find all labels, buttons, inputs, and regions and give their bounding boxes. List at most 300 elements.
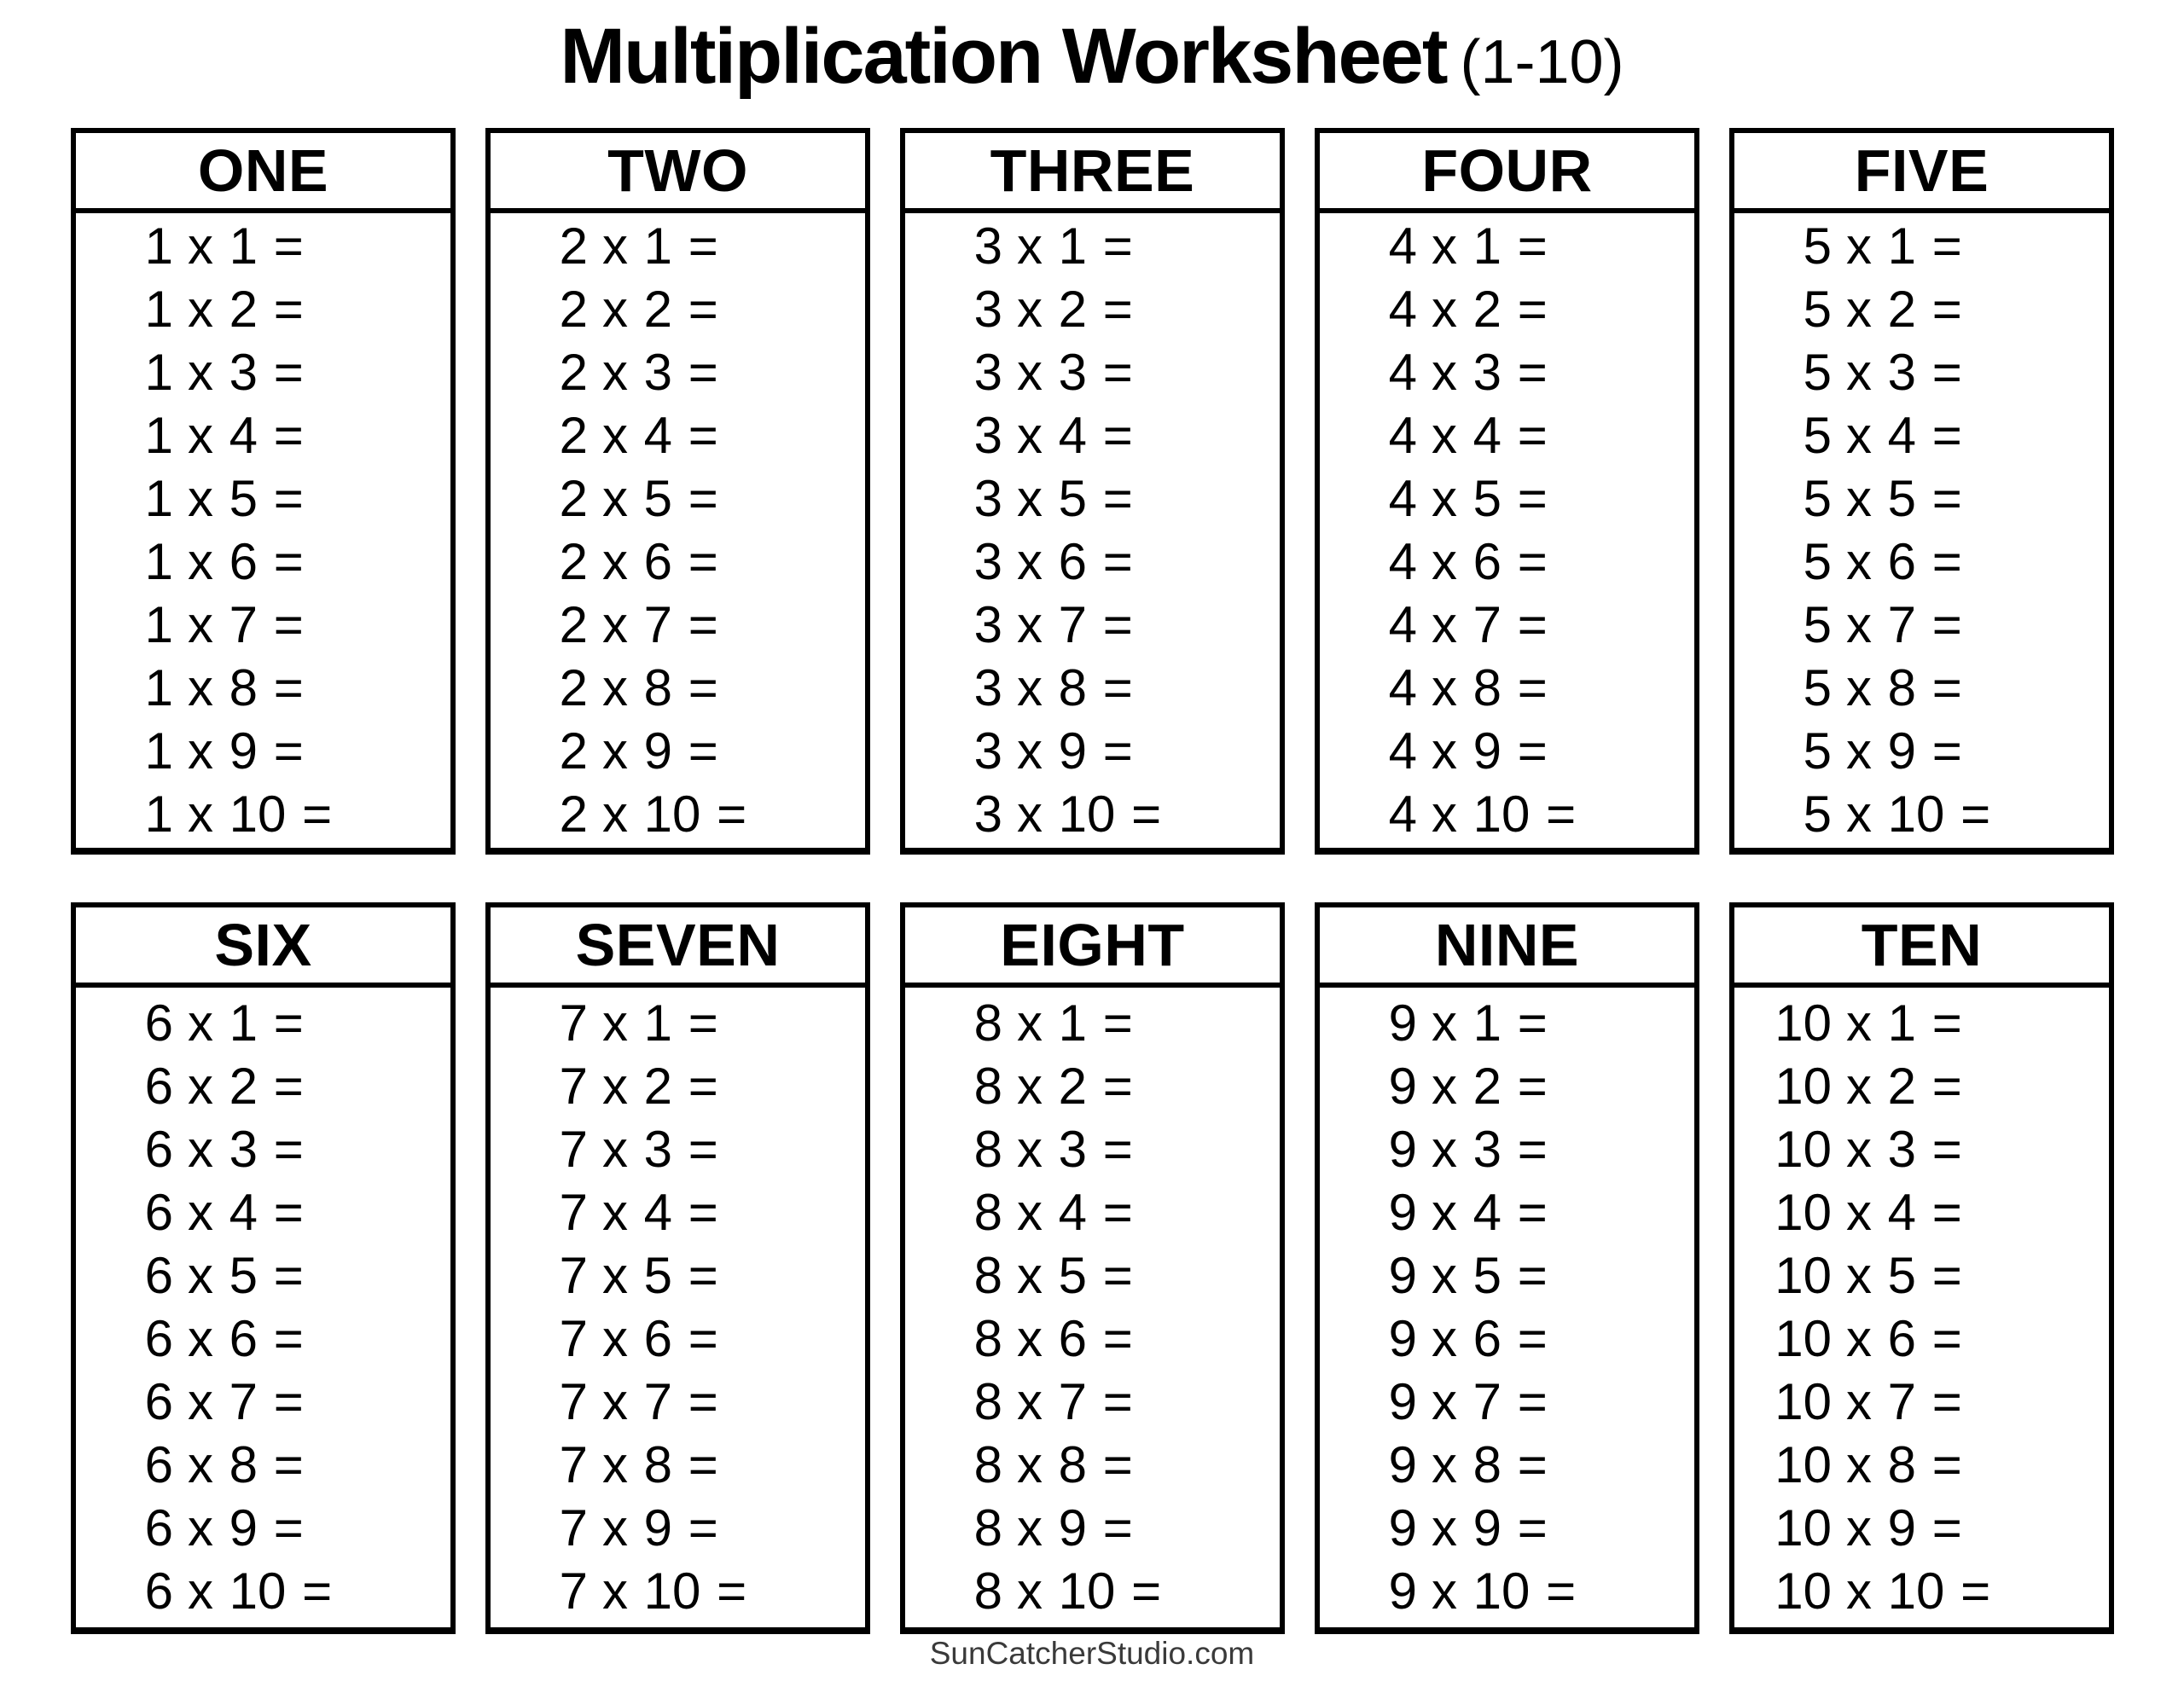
problem-expression: x 1 = (602, 217, 718, 275)
factor-value: 1 (144, 596, 173, 653)
times-table-box (1315, 902, 1699, 1634)
times-table-box (1729, 128, 2114, 855)
problem-expression: x 6 = (1432, 533, 1548, 590)
problem-row (531, 1055, 865, 1118)
problem-expression: x 9 = (188, 1499, 304, 1557)
factor-value: 8 (973, 1121, 1002, 1178)
problem-row (116, 992, 450, 1055)
times-table-header (905, 133, 1280, 213)
problem-row (531, 215, 865, 278)
factor-value: 7 (559, 1121, 588, 1178)
problem-row (1774, 1434, 2109, 1497)
problem-row (531, 657, 865, 720)
problem-expression: x 3 = (1432, 344, 1548, 401)
factor-value: 10 (1774, 1310, 1832, 1367)
problem-expression: x 5 = (1846, 1247, 1962, 1304)
problem-expression: x 3 = (1017, 344, 1133, 401)
problem-expression: x 8 = (1432, 659, 1548, 716)
factor-value: 3 (973, 407, 1002, 464)
factor-value: 7 (559, 1310, 588, 1367)
problem-row (1360, 992, 1694, 1055)
problem-expression: x 2 = (188, 281, 304, 338)
problem-expression: x 9 = (1432, 1499, 1548, 1557)
factor-value: 3 (973, 722, 1002, 780)
factor-value: 8 (973, 1562, 1002, 1620)
problem-row (531, 1560, 865, 1623)
problem-row (531, 783, 865, 846)
factor-value: 9 (1388, 1058, 1417, 1115)
problem-expression: x 4 = (1846, 407, 1962, 464)
problem-expression: x 9 = (1846, 1499, 1962, 1557)
times-table-problems (905, 213, 1280, 848)
problem-row (1360, 1181, 1694, 1244)
problem-row (945, 404, 1280, 467)
problem-row (1774, 404, 2109, 467)
problem-row (531, 404, 865, 467)
problem-expression: x 4 = (602, 1184, 718, 1241)
factor-value: 5 (1803, 596, 1832, 653)
problem-row (116, 1371, 450, 1434)
factor-value: 2 (559, 407, 588, 464)
tables-grid (71, 128, 2114, 1634)
problem-expression: x 8 = (188, 659, 304, 716)
factor-value: 3 (973, 281, 1002, 338)
factor-value: 10 (1774, 1121, 1832, 1178)
problem-expression: x 7 = (1846, 1373, 1962, 1430)
problem-expression: x 1 = (1017, 217, 1133, 275)
times-table-box (71, 902, 456, 1634)
factor-value: 2 (559, 217, 588, 275)
problem-row (1774, 530, 2109, 594)
problem-expression: x 2 = (1846, 281, 1962, 338)
factor-value: 4 (1388, 470, 1417, 527)
problem-row (945, 657, 1280, 720)
factor-value: 1 (144, 533, 173, 590)
problem-expression: x 2 = (188, 1058, 304, 1115)
problem-expression: x 9 = (1846, 722, 1962, 780)
factor-value: 1 (144, 217, 173, 275)
problem-expression: x 7 = (188, 1373, 304, 1430)
factor-value: 10 (1774, 994, 1832, 1052)
problem-row (531, 530, 865, 594)
times-table-title: NINE (1434, 912, 1580, 978)
problem-row (116, 1118, 450, 1181)
factor-value: 6 (144, 1499, 173, 1557)
factor-value: 10 (1774, 1499, 1832, 1557)
problem-expression: x 7 = (188, 596, 304, 653)
problem-expression: x 2 = (1017, 281, 1133, 338)
problem-expression: x 4 = (1017, 1184, 1133, 1241)
problem-expression: x 5 = (1432, 470, 1548, 527)
problem-row (1774, 278, 2109, 341)
factor-value: 4 (1388, 786, 1417, 843)
problem-expression: x 9 = (1432, 722, 1548, 780)
factor-value: 9 (1388, 1562, 1417, 1620)
problem-expression: x 3 = (1846, 1121, 1962, 1178)
title-range-text: (1-10) (1460, 28, 1624, 96)
factor-value: 8 (973, 1058, 1002, 1115)
problem-row (531, 992, 865, 1055)
problem-row (1774, 1118, 2109, 1181)
times-table-problems (1734, 213, 2109, 848)
factor-value: 2 (559, 470, 588, 527)
factor-value: 10 (1774, 1373, 1832, 1430)
problem-row (945, 278, 1280, 341)
problem-expression: x 7 = (1017, 1373, 1133, 1430)
problem-expression: x 3 = (602, 1121, 718, 1178)
factor-value: 8 (973, 1310, 1002, 1367)
problem-row (1360, 215, 1694, 278)
problem-expression: x 5 = (1846, 470, 1962, 527)
times-table-problems (1320, 988, 1694, 1627)
problem-row (945, 1181, 1280, 1244)
times-table-header (1320, 907, 1694, 988)
problem-expression: x 8 = (1846, 659, 1962, 716)
times-table-title: FIVE (1854, 137, 1989, 204)
problem-row (531, 1371, 865, 1434)
problem-expression: x 10 = (1017, 786, 1162, 843)
problem-expression: x 8 = (602, 659, 718, 716)
times-table-title: SIX (214, 912, 312, 978)
problem-row (945, 467, 1280, 530)
factor-value: 5 (1803, 407, 1832, 464)
problem-row (1774, 1244, 2109, 1307)
problem-expression: x 3 = (1432, 1121, 1548, 1178)
times-table-box (900, 128, 1285, 855)
problem-row (116, 1434, 450, 1497)
factor-value: 5 (1803, 659, 1832, 716)
times-table-header (1734, 133, 2109, 213)
problem-row (1774, 1307, 2109, 1371)
problem-expression: x 5 = (1432, 1247, 1548, 1304)
problem-expression: x 5 = (1017, 1247, 1133, 1304)
problem-row (945, 530, 1280, 594)
problem-expression: x 7 = (1846, 596, 1962, 653)
problem-expression: x 9 = (602, 1499, 718, 1557)
problem-expression: x 3 = (188, 344, 304, 401)
times-table-problems (1734, 988, 2109, 1627)
page-title (0, 13, 2184, 100)
problem-row (1774, 783, 2109, 846)
problem-row (1360, 467, 1694, 530)
times-table-title: SEVEN (575, 912, 781, 978)
problem-expression: x 5 = (602, 470, 718, 527)
factor-value: 3 (973, 596, 1002, 653)
problem-expression: x 7 = (1017, 596, 1133, 653)
problem-expression: x 10 = (188, 786, 333, 843)
problem-expression: x 9 = (188, 722, 304, 780)
problem-row (116, 1244, 450, 1307)
factor-value: 6 (144, 1247, 173, 1304)
factor-value: 2 (559, 596, 588, 653)
problem-expression: x 6 = (188, 533, 304, 590)
factor-value: 4 (1388, 722, 1417, 780)
factor-value: 7 (559, 1562, 588, 1620)
footer-credit: SunCatcherStudio.com (929, 1636, 1255, 1671)
problem-row (1360, 341, 1694, 404)
problem-expression: x 2 = (1846, 1058, 1962, 1115)
problem-row (1774, 215, 2109, 278)
problem-expression: x 1 = (1846, 994, 1962, 1052)
problem-expression: x 8 = (188, 1436, 304, 1493)
problem-row (945, 1118, 1280, 1181)
factor-value: 5 (1803, 217, 1832, 275)
problem-expression: x 10 = (188, 1562, 333, 1620)
problem-row (531, 1497, 865, 1560)
factor-value: 10 (1774, 1436, 1832, 1493)
factor-value: 1 (144, 470, 173, 527)
factor-value: 5 (1803, 344, 1832, 401)
problem-expression: x 6 = (1432, 1310, 1548, 1367)
problem-expression: x 2 = (602, 281, 718, 338)
problem-row (1774, 992, 2109, 1055)
problem-expression: x 6 = (1846, 533, 1962, 590)
problem-row (1774, 1497, 2109, 1560)
times-table-box (485, 128, 870, 855)
factor-value: 5 (1803, 533, 1832, 590)
problem-expression: x 6 = (1017, 533, 1133, 590)
problem-row (945, 992, 1280, 1055)
factor-value: 3 (973, 217, 1002, 275)
problem-row (1774, 594, 2109, 657)
problem-row (1360, 1055, 1694, 1118)
factor-value: 1 (144, 786, 173, 843)
factor-value: 6 (144, 1184, 173, 1241)
problem-expression: x 10 = (1846, 1562, 1991, 1620)
factor-value: 10 (1774, 1184, 1832, 1241)
factor-value: 4 (1388, 217, 1417, 275)
problem-row (945, 720, 1280, 783)
problem-expression: x 1 = (1017, 994, 1133, 1052)
factor-value: 7 (559, 1436, 588, 1493)
problem-expression: x 9 = (1017, 1499, 1133, 1557)
factor-value: 9 (1388, 1499, 1417, 1557)
problem-row (531, 1307, 865, 1371)
factor-value: 6 (144, 1562, 173, 1620)
problem-row (116, 215, 450, 278)
problem-row (1360, 657, 1694, 720)
problem-row (116, 594, 450, 657)
problem-expression: x 2 = (1432, 1058, 1548, 1115)
times-table-title: ONE (197, 137, 329, 204)
problem-row (531, 467, 865, 530)
problem-row (116, 1497, 450, 1560)
times-table-problems (491, 213, 865, 848)
problem-row (945, 594, 1280, 657)
problem-expression: x 5 = (602, 1247, 718, 1304)
problem-expression: x 7 = (1432, 1373, 1548, 1430)
problem-row (116, 1307, 450, 1371)
problem-expression: x 1 = (188, 217, 304, 275)
problem-row (1360, 1244, 1694, 1307)
problem-row (945, 1244, 1280, 1307)
problem-row (531, 1181, 865, 1244)
factor-value: 8 (973, 1499, 1002, 1557)
factor-value: 6 (144, 1373, 173, 1430)
factor-value: 6 (144, 1310, 173, 1367)
factor-value: 2 (559, 281, 588, 338)
problem-expression: x 6 = (602, 533, 718, 590)
problem-row (945, 341, 1280, 404)
factor-value: 10 (1774, 1058, 1832, 1115)
problem-expression: x 3 = (1017, 1121, 1133, 1178)
factor-value: 2 (559, 533, 588, 590)
problem-row (1774, 1371, 2109, 1434)
factor-value: 10 (1774, 1247, 1832, 1304)
problem-expression: x 10 = (1432, 786, 1577, 843)
times-table-box (900, 902, 1285, 1634)
factor-value: 1 (144, 722, 173, 780)
factor-value: 8 (973, 1436, 1002, 1493)
factor-value: 8 (973, 1184, 1002, 1241)
problem-row (531, 1244, 865, 1307)
problem-expression: x 2 = (602, 1058, 718, 1115)
problem-expression: x 1 = (188, 994, 304, 1052)
factor-value: 2 (559, 786, 588, 843)
problem-row (1360, 404, 1694, 467)
problem-expression: x 5 = (1017, 470, 1133, 527)
factor-value: 7 (559, 1499, 588, 1557)
factor-value: 3 (973, 344, 1002, 401)
times-table-header (1320, 133, 1694, 213)
problem-expression: x 10 = (1017, 1562, 1162, 1620)
problem-row (531, 1118, 865, 1181)
problem-expression: x 9 = (1017, 722, 1133, 780)
problem-row (116, 720, 450, 783)
problem-row (1360, 1118, 1694, 1181)
problem-row (1360, 594, 1694, 657)
times-table-box (71, 128, 456, 855)
problem-row (1774, 1181, 2109, 1244)
factor-value: 2 (559, 344, 588, 401)
factor-value: 4 (1388, 596, 1417, 653)
factor-value: 7 (559, 1184, 588, 1241)
problem-row (945, 1371, 1280, 1434)
factor-value: 8 (973, 994, 1002, 1052)
title-text: Multiplication Worksheet (560, 13, 1447, 100)
factor-value: 7 (559, 1058, 588, 1115)
problem-expression: x 8 = (1017, 1436, 1133, 1493)
problem-expression: x 6 = (188, 1310, 304, 1367)
problem-expression: x 7 = (1432, 596, 1548, 653)
factor-value: 4 (1388, 533, 1417, 590)
factor-value: 5 (1803, 786, 1832, 843)
problem-row (1360, 783, 1694, 846)
problem-row (116, 1560, 450, 1623)
problem-expression: x 1 = (1846, 217, 1962, 275)
factor-value: 3 (973, 533, 1002, 590)
problem-row (945, 1055, 1280, 1118)
times-table-title: EIGHT (1000, 912, 1185, 978)
times-table-header (76, 907, 450, 988)
problem-row (1360, 720, 1694, 783)
problem-row (116, 530, 450, 594)
factor-value: 9 (1388, 1310, 1417, 1367)
factor-value: 6 (144, 1121, 173, 1178)
factor-value: 7 (559, 1247, 588, 1304)
problem-row (1360, 278, 1694, 341)
factor-value: 3 (973, 659, 1002, 716)
factor-value: 5 (1803, 470, 1832, 527)
problem-expression: x 4 = (1846, 1184, 1962, 1241)
times-table-title: TEN (1861, 912, 1983, 978)
problem-expression: x 4 = (602, 407, 718, 464)
factor-value: 4 (1388, 281, 1417, 338)
factor-value: 6 (144, 1436, 173, 1493)
factor-value: 2 (559, 659, 588, 716)
factor-value: 6 (144, 1058, 173, 1115)
problem-expression: x 7 = (602, 596, 718, 653)
factor-value: 9 (1388, 1436, 1417, 1493)
factor-value: 9 (1388, 1373, 1417, 1430)
problem-row (1774, 341, 2109, 404)
problem-expression: x 10 = (602, 1562, 747, 1620)
factor-value: 8 (973, 1247, 1002, 1304)
times-table-header (1734, 907, 2109, 988)
problem-expression: x 1 = (1432, 217, 1548, 275)
problem-row (945, 1497, 1280, 1560)
problem-row (1360, 1560, 1694, 1623)
problem-row (116, 657, 450, 720)
problem-row (1360, 1434, 1694, 1497)
factor-value: 3 (973, 786, 1002, 843)
problem-expression: x 7 = (602, 1373, 718, 1430)
problem-row (1360, 530, 1694, 594)
problem-row (1360, 1371, 1694, 1434)
problem-row (1360, 1307, 1694, 1371)
factor-value: 9 (1388, 1184, 1417, 1241)
problem-expression: x 3 = (1846, 344, 1962, 401)
problem-row (1774, 467, 2109, 530)
problem-expression: x 1 = (602, 994, 718, 1052)
times-table-problems (76, 213, 450, 848)
problem-expression: x 8 = (1017, 659, 1133, 716)
times-table-problems (1320, 213, 1694, 848)
times-table-box (1729, 902, 2114, 1634)
times-table-title: THREE (990, 137, 1195, 204)
problem-row (116, 1055, 450, 1118)
problem-row (531, 341, 865, 404)
times-table-header (491, 907, 865, 988)
factor-value: 9 (1388, 1247, 1417, 1304)
problem-row (945, 215, 1280, 278)
problem-expression: x 4 = (1432, 1184, 1548, 1241)
problem-expression: x 10 = (1846, 786, 1991, 843)
problem-row (1360, 1497, 1694, 1560)
problem-row (945, 1560, 1280, 1623)
factor-value: 2 (559, 722, 588, 780)
problem-row (531, 594, 865, 657)
problem-row (945, 1434, 1280, 1497)
times-table-header (76, 133, 450, 213)
times-table-title: TWO (607, 137, 748, 204)
problem-expression: x 8 = (602, 1436, 718, 1493)
times-table-box (1315, 128, 1699, 855)
problem-expression: x 2 = (1017, 1058, 1133, 1115)
problem-row (1774, 1560, 2109, 1623)
problem-expression: x 9 = (602, 722, 718, 780)
problem-expression: x 6 = (602, 1310, 718, 1367)
problem-expression: x 8 = (1846, 1436, 1962, 1493)
problem-expression: x 10 = (1432, 1562, 1577, 1620)
factor-value: 4 (1388, 407, 1417, 464)
factor-value: 9 (1388, 994, 1417, 1052)
problem-row (116, 278, 450, 341)
problem-expression: x 5 = (188, 1247, 304, 1304)
problem-expression: x 4 = (188, 1184, 304, 1241)
problem-row (116, 341, 450, 404)
factor-value: 1 (144, 281, 173, 338)
